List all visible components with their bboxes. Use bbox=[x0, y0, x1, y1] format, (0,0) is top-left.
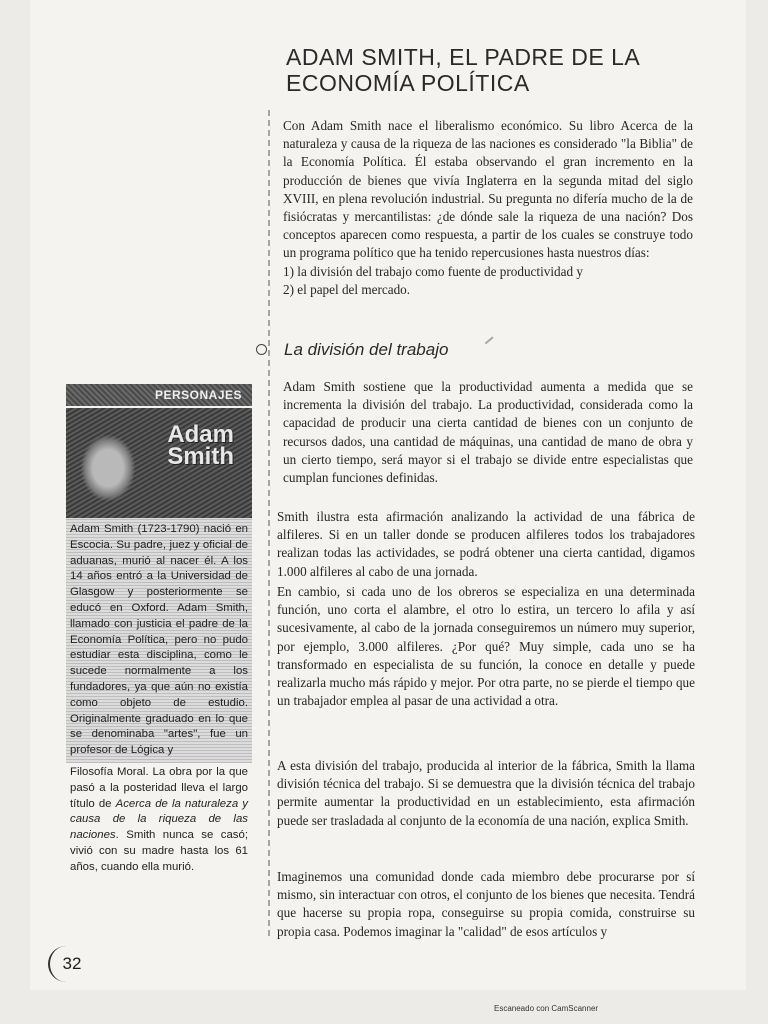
character-sidebar bbox=[66, 384, 252, 878]
page-spine-line bbox=[268, 110, 270, 940]
title-line-2: ECONOMÍA POLÍTICA bbox=[286, 70, 530, 96]
sidebar-badge: PERSONAJES bbox=[66, 384, 252, 406]
portrait-name bbox=[167, 421, 234, 470]
portrait-image bbox=[66, 408, 252, 518]
title-line-1: ADAM SMITH, EL PADRE DE LA bbox=[286, 44, 641, 70]
scanner-credit: Escaneado con CamScanner bbox=[494, 1004, 599, 1013]
intro-list-item-2: 2) el papel del mercado. bbox=[283, 281, 411, 297]
intro-text: Con Adam Smith nace el liberalismo económico. Su libro Acerca de la naturaleza y causa de la riqueza de las naciones es considerado "la Biblia" de la Economía Política. Él estaba observando el gran incremento en la producción de bienes que vivía Inglaterra en la segunda mitad del siglo XVIII, en plena revolución industrial. Su pregunta no difería mucho de la de fisiócratas y mercantilistas: ¿de dónde sale la riqueza de una nación? Dos conceptos aparecen como respuesta, a partir de los cuales se construye todo un programa político que ha tenido repercusiones hasta nuestros días: bbox=[283, 118, 693, 261]
bio-clear-start: Filosofía Moral. La obra por la que pasó a la posteridad lleva el largo título de bbox=[70, 765, 248, 810]
bio-clear-end: . Smith nunca se casó; vivió con su madre hasta los 61 años, cuando ella murió. bbox=[70, 829, 248, 873]
paragraph-specialization: En cambio, si cada uno de los obreros se especializa en una determinada función, uno corta el alambre, el otro lo estira, un tercero lo afila y así sucesivamente, al cabo de la jornada conseguiremos un número muy superior, por ejemplo, 3.000 alfileres. ¿Por qué? Muy simple, cada uno se ha transformado en especialista de su función, la conoce en detalle y puede realizarla mucho más rápido y mejor. Por otra parte, no se pierde el tiempo que un trabajador emplea al pasar de una actividad a otra. bbox=[277, 584, 695, 709]
section-bullet-icon bbox=[256, 344, 267, 355]
paragraph-pin-factory: Smith ilustra esta afirmación analizando la actividad de una fábrica de alfileres. Si en un taller donde se producen alfileres todos los trabajadores realizan todas las actividades, se podrá obtener una cierta cantidad, digamos 1.000 alfileres al cabo de una jornada. bbox=[277, 509, 695, 579]
portrait-name-first: Adam bbox=[167, 421, 234, 448]
portrait-name-last: Smith bbox=[167, 443, 234, 470]
page-title bbox=[286, 44, 706, 96]
intro-paragraph bbox=[283, 117, 693, 299]
page-number: 32 bbox=[48, 946, 94, 982]
sidebar-bio-clear bbox=[66, 763, 252, 878]
sidebar-bio-shaded: Adam Smith (1723-1790) nació en Escocia. Su padre, juez y oficial de aduanas, murió al nacer él. A los 14 años entró a la Universidad de Glasgow y posteriormente se educó en Oxford. Adam Smith, llamado con justicia el padre de la Economía Política, pero no pudo estudiar esta disciplina, como le sucede normalmente a los fundadores, ya que aún no existía como objeto de estudio. Originalmente graduado en lo que se denominaba "artes", fue un profesor de Lógica y bbox=[66, 518, 252, 763]
paragraph-productivity: Adam Smith sostiene que la productividad aumenta a medida que se incrementa la división del trabajo. La productividad, considerada como la capacidad de producir una cierta cantidad de bienes con un conjunto de recursos dados, una cantidad de máquinas, una cantidad de mano de obra y un cierto tiempo, será mayor si el trabajo se divide entre especialistas que cumplan funciones definidas. bbox=[283, 379, 693, 486]
paragraph-technical-division: A esta división del trabajo, producida al interior de la fábrica, Smith la llama división técnica del trabajo. Si se demuestra que la división técnica del trabajo permite aumentar la productividad en un establecimiento, esta afirmación puede ser trasladada al conjunto de la economía de una nación, explica Smith. bbox=[277, 758, 695, 828]
intro-list-item-1: 1) la división del trabajo como fuente de productividad y bbox=[283, 263, 583, 279]
bio-book-title: Acerca de la naturaleza y causa de la riqueza de las naciones bbox=[70, 797, 248, 842]
paragraph-community: Imaginemos una comunidad donde cada miembro debe procurarse por sí mismo, sin interactuar con otros, el conjunto de los bienes que necesita. Tendrá que hacerse su propia ropa, conseguirse su propia comida, construirse su propia casa. Podemos imaginar la "calidad" de esos artículos y bbox=[277, 869, 695, 939]
section-heading: La división del trabajo bbox=[284, 340, 449, 359]
